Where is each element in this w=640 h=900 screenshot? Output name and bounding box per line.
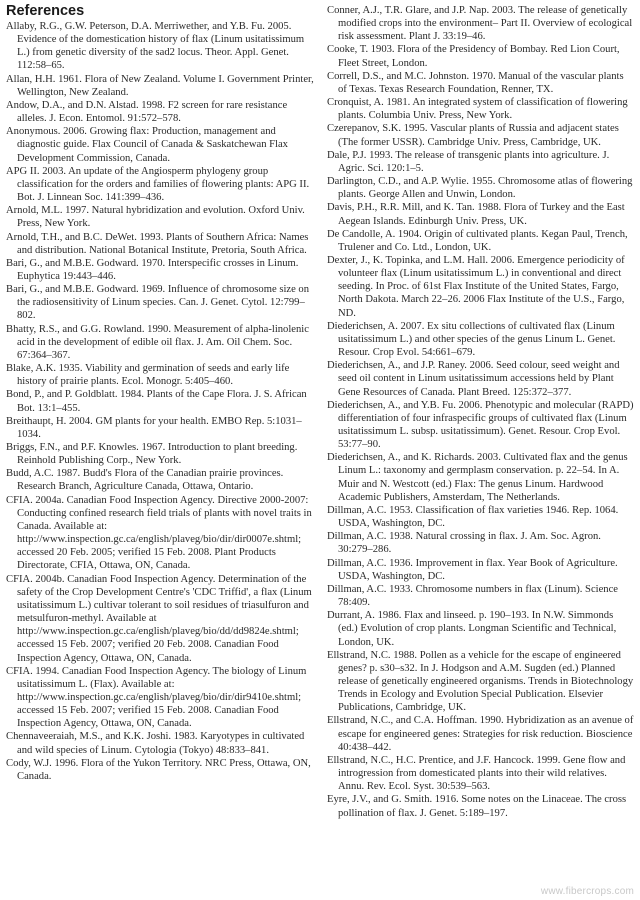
reference-entry: Durrant, A. 1986. Flax and linseed. p. 190–193. In N.W. Simmonds (ed.) Evolution of crop plants. Longman Scientific and Technical, London, UK. <box>327 610 617 648</box>
reference-entry: APG II. 2003. An update of the Angiosperm phylogeny group classification for the orders and families of flowering plants: APG II. Bot. J. Linnean Soc. 141:399–436. <box>6 165 310 204</box>
reference-entry: Diederichsen, A. 2007. Ex situ collections of cultivated flax (Linum usitatissimum L.) and other species of the genus Linum L. Genet. Resour. Crop Evol. 54:661–679. <box>327 320 616 359</box>
reference-entry: Allan, H.H. 1961. Flora of New Zealand. Volume I. Government Printer, Wellington, New Zealand. <box>6 73 314 98</box>
reference-entry: Dillman, A.C. 1936. Improvement in flax. Year Book of Agriculture. USDA, Washington, DC. <box>327 557 618 582</box>
reference-entry: Correll, D.S., and M.C. Johnston. 1970. Manual of the vascular plants of Texas. Texas Research Foundation, Renner, TX. <box>327 70 624 95</box>
left-column <box>6 20 314 820</box>
reference-entry: Cronquist, A. 1981. An integrated system of classification of flowering plants. Columbia Univ. Press, New York. <box>327 97 628 122</box>
reference-entry: Eyre, J.V., and G. Smith. 1916. Some notes on the Linaceae. The cross pollination of flax. J. Genet. 5:189–197. <box>327 794 627 819</box>
reference-entry: Dillman, A.C. 1938. Natural crossing in flax. J. Am. Soc. Agron. 30:279–286. <box>327 531 601 556</box>
reference-entry: Arnold, M.L. 1997. Natural hybridization and evolution. Oxford Univ. Press, New York. <box>6 205 305 230</box>
reference-entry: Cody, W.J. 1996. Flora of the Yukon Territory. NRC Press, Ottawa, ON, Canada. <box>6 757 311 782</box>
reference-entry: Bhatty, R.S., and G.G. Rowland. 1990. Measurement of alpha-linolenic acid in the development of edible oil flax. J. Am. Oil Chem. Soc. 67:364–367. <box>6 323 309 361</box>
reference-entry: Cooke, T. 1903. Flora of the Presidency of Bombay. Red Lion Court, Fleet Street, London. <box>327 44 620 69</box>
reference-entry: Dexter, J., K. Topinka, and L.M. Hall. 2006. Emergence periodicity of volunteer flax (Linum usitatissimum L.) in conventional and direct seeding. In Proc. of 61st Flax Institute of the United States, Fargo, North Dakota. March 22–26. 2006 Flax Institute of the U.S., Fargo, ND. <box>327 254 625 319</box>
watermark: www.fibercrops.com <box>540 886 634 897</box>
reference-entry: Diederichsen, A., and J.P. Raney. 2006. Seed colour, seed weight and seed oil content in Linum usitatissimum accessions held by Plant Gene Resources of Canada. Plant Breed. 125:372–377. <box>327 360 620 398</box>
reference-entry: Allaby, R.G., G.W. Peterson, D.A. Merriwether, and Y.B. Fu. 2005. Evidence of the domestication history of flax (Linum usitatissimum L.) from genetic diversity of the sad2 locus. Theor. Appl. Genet. 112:58–65. <box>6 21 305 72</box>
reference-entry: Breithaupt, H. 2004. GM plants for your health. EMBO Rep. 5:1031–1034. <box>6 415 302 440</box>
reference-entry: CFIA. 1994. Canadian Food Inspection Agency. The biology of Linum usitatissimum L. (Flax). Available at: http://www.inspection.gc.ca/english/plaveg/bio/dir/dir9410e.shtml; accessed 15 Feb. 2007; verified 15 Feb. 2008. Canadian Food Inspection Agency, Ottawa, ON, Canada. <box>6 665 307 730</box>
reference-entry: Diederichsen, A., and K. Richards. 2003. Cultivated flax and the genus Linum L.: taxonomy and germplasm conservation. p. 22–54. In A. Muir and N. Westcott (ed.) Flax: The genus Linum. Hardwood Academic Publishers, Amsterdam, The Netherlands. <box>327 452 628 503</box>
reference-entry: Chennaveeraiah, M.S., and K.K. Joshi. 1983. Karyotypes in cultivated and wild species of Linum. Cytologia (Tokyo) 48:833–841. <box>6 731 305 756</box>
right-column <box>327 4 635 820</box>
reference-entry: Bond, P., and P. Goldblatt. 1984. Plants of the Cape Flora. J. S. African Bot. 13:1–455. <box>6 389 307 414</box>
reference-entry: Arnold, T.H., and B.C. DeWet. 1993. Plants of Southern Africa: Names and distribution. National Botanical Institute, Pretoria, South Africa. <box>6 231 309 256</box>
reference-entry: Conner, A.J., T.R. Glare, and J.P. Nap. 2003. The release of genetically modified crops into the environment– Part II. Overview of ecological risk assessment. Plant J. 33:19–46. <box>327 5 633 43</box>
reference-entry: Bari, G., and M.B.E. Godward. 1969. Influence of chromosome size on the radiosensitivity of Linum species. Can. J. Genet. Cytol. 12:799–802. <box>6 284 310 322</box>
reference-entry: Darlington, C.D., and A.P. Wylie. 1955. Chromosome atlas of flowering plants. George Allen and Unwin, London. <box>327 176 633 201</box>
reference-entry: Budd, A.C. 1987. Budd's Flora of the Canadian prairie provinces. Research Branch, Agriculture Canada, Ottawa, Ontario. <box>6 468 284 493</box>
reference-entry: Ellstrand, N.C., H.C. Prentice, and J.F. Hancock. 1999. Gene flow and introgression from domesticated plants into their wild relatives. Annu. Rev. Ecol. Syst. 30:539–563. <box>327 754 626 793</box>
reference-entry: Diederichsen, A., and Y.B. Fu. 2006. Phenotypic and molecular (RAPD) differentiation of four infraspecific groups of cultivated flax (Linum usitatissimum L. subsp. usitatissimum). Genet. Resour. Crop Evol. 53:77–90. <box>327 399 634 451</box>
reference-entry: Czerepanov, S.K. 1995. Vascular plants of Russia and adjacent states (The former USSR). Cambridge Univ. Press, Cambridge, UK. <box>327 123 619 148</box>
reference-entry: Blake, A.K. 1935. Viability and germination of seeds and early life history of prairie plants. Ecol. Monogr. 5:405–460. <box>6 363 290 388</box>
page-title: References <box>6 3 85 19</box>
reference-entry: Dillman, A.C. 1953. Classification of flax varieties 1946. Rep. 1064. USDA, Washington, DC. <box>327 504 619 530</box>
reference-entry: Bari, G., and M.B.E. Godward. 1970. Interspecific crosses in Linum. Euphytica 19:443–446. <box>6 257 299 282</box>
reference-entry: Anonymous. 2006. Growing flax: Production, management and diagnostic guide. Flax Council of Canada & Saskatchewan Flax Development Commission, Canada. <box>6 126 288 164</box>
reference-entry: CFIA. 2004a. Canadian Food Inspection Agency. Directive 2000-2007: Conducting confined research field trials of plants with novel traits in Canada. Available at: http://www.inspection.gc.ca/english/plaveg/bio/dir/dir0007e.shtml; accessed 20 Feb. 2005; verified 15 Feb. 2008. Plant Products Directorate, CFIA, Ottawa, ON, Canada. <box>6 494 312 572</box>
reference-entry: Ellstrand, N.C. 1988. Pollen as a vehicle for the escape of engineered genes? p. s30–s32. In J. Hodgson and A.M. Sugden (ed.) Planned release of genetically engineered organisms. Trends in Biotechnology Trends in Ecology and Evolution Special Publication. Elsevier Publications, Cambridge, UK. <box>327 649 634 714</box>
reference-entry: De Candolle, A. 1904. Origin of cultivated plants. Kegan Paul, Trench, Trulener and Co. Ltd., London, UK. <box>327 228 628 253</box>
reference-entry: CFIA. 2004b. Canadian Food Inspection Agency. Determination of the safety of the Crop Development Centre's 'CDC Triffid', a flax (Linum usitatissimum L.) cultivar tolerant to soil residues of triasulfuron and metsulfuron-methyl. Available at http://www.inspection.gc.ca/english/plaveg/bio/dd/dd9824e.shtml; accessed 15 Feb. 2007; verified 20 Feb. 2008. Canadian Food Inspection Agency, Ottawa, ON, Canada. <box>6 573 312 664</box>
reference-entry: Dillman, A.C. 1933. Chromosome numbers in flax (Linum). Science 78:409. <box>327 583 618 609</box>
reference-entry: Dale, P.J. 1993. The release of transgenic plants into agriculture. J. Agric. Sci. 120:1–5. <box>327 149 610 174</box>
reference-entry: Davis, P.H., R.R. Mill, and K. Tan. 1988. Flora of Turkey and the East Aegean Islands. Edinburgh Univ. Press, UK. <box>327 202 625 227</box>
reference-entry: Andow, D.A., and D.N. Alstad. 1998. F2 screen for rare resistance alleles. J. Econ. Entomol. 91:572–578. <box>6 99 288 125</box>
reference-entry: Briggs, F.N., and P.F. Knowles. 1967. Introduction to plant breeding. Reinhold Publishing Corp., New York. <box>6 442 298 467</box>
reference-entry: Ellstrand, N.C., and C.A. Hoffman. 1990. Hybridization as an avenue of escape for engineered genes: Strategies for risk reduction. Bioscience 40:438–442. <box>327 715 634 753</box>
